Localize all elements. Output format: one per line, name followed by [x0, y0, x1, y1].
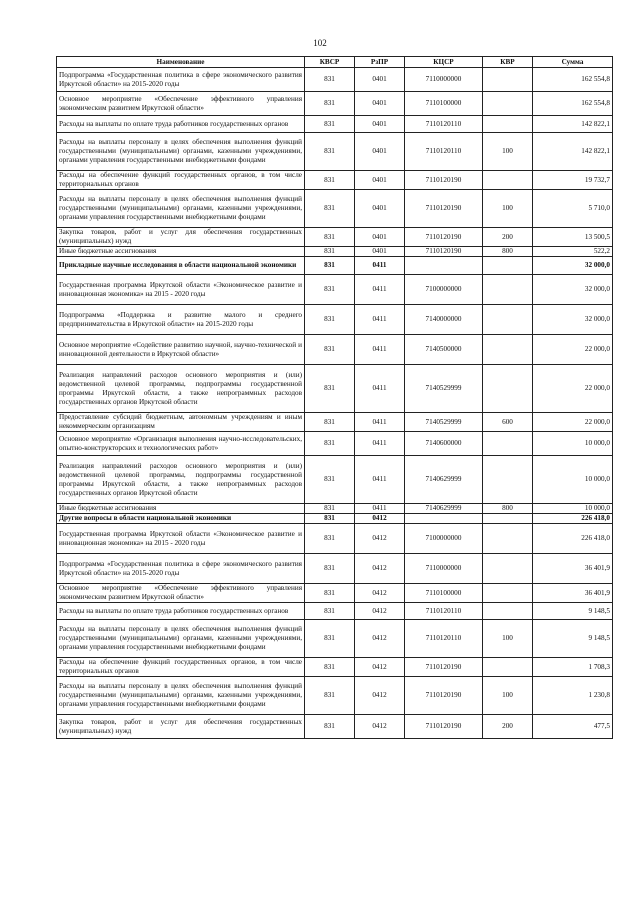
- cell-kcsr: 7140000000: [405, 305, 483, 335]
- table-row: [57, 305, 613, 335]
- cell-name: Расходы на обеспечение функций государственных органов, в том числе территориальных органов: [57, 658, 305, 677]
- cell-sum: 32 000,0: [533, 305, 613, 335]
- cell-kcsr: 7110120190: [405, 677, 483, 715]
- cell-sum: 162 554,8: [533, 92, 613, 116]
- cell-rzpr: 0401: [355, 190, 405, 228]
- table-row: [57, 677, 613, 715]
- cell-sum: 1 708,3: [533, 658, 613, 677]
- cell-kcsr: [405, 514, 483, 524]
- cell-kcsr: 7110120190: [405, 658, 483, 677]
- table-row: [57, 584, 613, 603]
- cell-sum: 36 401,9: [533, 584, 613, 603]
- cell-kvr: [483, 514, 533, 524]
- table-row: [57, 658, 613, 677]
- cell-kvsr: 831: [305, 92, 355, 116]
- column-header-sum: Сумма: [533, 57, 613, 68]
- column-header-name: Наименование: [57, 57, 305, 68]
- cell-sum: 522,2: [533, 247, 613, 257]
- cell-kcsr: 7140629999: [405, 504, 483, 514]
- cell-sum: 10 000,0: [533, 456, 613, 504]
- cell-kvsr: 831: [305, 524, 355, 554]
- cell-name: Основное мероприятие «Обеспечение эффективного управления экономическим развитием Иркутской области»: [57, 584, 305, 603]
- table-row: [57, 620, 613, 658]
- table-row: [57, 524, 613, 554]
- cell-kvsr: 831: [305, 228, 355, 247]
- cell-kvsr: 831: [305, 257, 355, 275]
- cell-name: Подпрограмма «Государственная политика в сфере экономического развития Иркутской области» на 2015-2020 годы: [57, 68, 305, 92]
- cell-kvr: [483, 603, 533, 620]
- cell-kcsr: 7110120190: [405, 247, 483, 257]
- cell-sum: 36 401,9: [533, 554, 613, 584]
- cell-kvr: [483, 116, 533, 133]
- cell-name: Расходы на выплаты персоналу в целях обеспечения выполнения функций государственными (муниципальными) органами, казенными учреждениями, органами управления государственными внебюджетными фондами: [57, 190, 305, 228]
- cell-sum: 226 418,0: [533, 514, 613, 524]
- cell-kcsr: 7140600000: [405, 432, 483, 456]
- cell-kcsr: [405, 257, 483, 275]
- budget-table: [56, 56, 613, 739]
- cell-name: Расходы на выплаты персоналу в целях обеспечения выполнения функций государственными (муниципальными) органами, казенными учреждениями, органами управления государственными внебюджетными фондами: [57, 133, 305, 171]
- cell-name: Подпрограмма «Поддержка и развитие малого и среднего предпринимательства в Иркутской области» на 2015-2020 годы: [57, 305, 305, 335]
- cell-rzpr: 0412: [355, 524, 405, 554]
- table-row: [57, 228, 613, 247]
- table-row: [57, 504, 613, 514]
- cell-kvsr: 831: [305, 335, 355, 365]
- cell-kvr: [483, 554, 533, 584]
- cell-sum: 22 000,0: [533, 335, 613, 365]
- cell-kvr: [483, 275, 533, 305]
- table-row: [57, 92, 613, 116]
- table-row: [57, 257, 613, 275]
- cell-name: Другие вопросы в области национальной экономики: [57, 514, 305, 524]
- cell-sum: 22 000,0: [533, 413, 613, 432]
- cell-name: Реализация направлений расходов основного мероприятия и (или) ведомственной целевой программы, подпрограммы государственной программы Иркутской области, а также непрограммных расходов государственных органов Иркутской области: [57, 365, 305, 413]
- cell-kvr: [483, 305, 533, 335]
- cell-rzpr: 0412: [355, 514, 405, 524]
- cell-kvr: [483, 456, 533, 504]
- table-row: [57, 171, 613, 190]
- cell-kvr: 800: [483, 247, 533, 257]
- cell-sum: 22 000,0: [533, 365, 613, 413]
- cell-sum: 142 822,1: [533, 116, 613, 133]
- table-row: [57, 554, 613, 584]
- cell-kvr: 100: [483, 133, 533, 171]
- cell-kvsr: 831: [305, 133, 355, 171]
- cell-kvsr: 831: [305, 514, 355, 524]
- cell-kvr: [483, 658, 533, 677]
- cell-rzpr: 0412: [355, 620, 405, 658]
- cell-sum: 142 822,1: [533, 133, 613, 171]
- cell-kvsr: 831: [305, 68, 355, 92]
- cell-rzpr: 0401: [355, 228, 405, 247]
- column-header-kcsr: КЦСР: [405, 57, 483, 68]
- table-row: [57, 365, 613, 413]
- cell-rzpr: 0401: [355, 133, 405, 171]
- cell-kcsr: 7100000000: [405, 524, 483, 554]
- column-header-kvsr: КВСР: [305, 57, 355, 68]
- cell-sum: 226 418,0: [533, 524, 613, 554]
- cell-kcsr: 7110100000: [405, 92, 483, 116]
- cell-kcsr: 7140500000: [405, 335, 483, 365]
- cell-rzpr: 0411: [355, 257, 405, 275]
- cell-rzpr: 0401: [355, 171, 405, 190]
- cell-kvsr: 831: [305, 432, 355, 456]
- table-row: [57, 715, 613, 739]
- cell-kcsr: 7110120190: [405, 190, 483, 228]
- cell-kcsr: 7110120110: [405, 133, 483, 171]
- cell-name: Государственная программа Иркутской области «Экономическое развитие и инновационная экономика» на 2015 - 2020 годы: [57, 275, 305, 305]
- table-row: [57, 603, 613, 620]
- cell-name: Основное мероприятие «Обеспечение эффективного управления экономическим развитием Иркутской области»: [57, 92, 305, 116]
- cell-rzpr: 0411: [355, 365, 405, 413]
- cell-sum: 9 148,5: [533, 620, 613, 658]
- cell-kvr: [483, 257, 533, 275]
- cell-kvr: [483, 432, 533, 456]
- page-number: 102: [313, 38, 327, 48]
- cell-sum: 477,5: [533, 715, 613, 739]
- cell-rzpr: 0411: [355, 413, 405, 432]
- cell-name: Расходы на обеспечение функций государственных органов, в том числе территориальных органов: [57, 171, 305, 190]
- cell-kvsr: 831: [305, 365, 355, 413]
- cell-kvsr: 831: [305, 275, 355, 305]
- cell-rzpr: 0401: [355, 68, 405, 92]
- cell-rzpr: 0411: [355, 456, 405, 504]
- cell-name: Расходы на выплаты по оплате труда работников государственных органов: [57, 603, 305, 620]
- cell-name: Предоставление субсидий бюджетным, автономным учреждениям и иным некоммерческим организациям: [57, 413, 305, 432]
- cell-kvr: [483, 171, 533, 190]
- cell-name: Иные бюджетные ассигнования: [57, 504, 305, 514]
- cell-kcsr: 7110100000: [405, 584, 483, 603]
- cell-kvr: 200: [483, 715, 533, 739]
- cell-kvsr: 831: [305, 456, 355, 504]
- table-row: [57, 190, 613, 228]
- cell-kcsr: 7110000000: [405, 68, 483, 92]
- cell-kvr: [483, 365, 533, 413]
- cell-sum: 162 554,8: [533, 68, 613, 92]
- cell-rzpr: 0401: [355, 92, 405, 116]
- cell-kvsr: 831: [305, 305, 355, 335]
- cell-rzpr: 0411: [355, 432, 405, 456]
- cell-kvsr: 831: [305, 715, 355, 739]
- cell-name: Подпрограмма «Государственная политика в сфере экономического развития Иркутской области» на 2015-2020 годы: [57, 554, 305, 584]
- cell-name: Реализация направлений расходов основного мероприятия и (или) ведомственной целевой программы, подпрограммы государственной программы Иркутской области, а также непрограммных расходов государственных органов Иркутской области: [57, 456, 305, 504]
- cell-kvsr: 831: [305, 584, 355, 603]
- cell-rzpr: 0412: [355, 584, 405, 603]
- cell-sum: 32 000,0: [533, 275, 613, 305]
- cell-name: Основное мероприятие «Содействие развитию научной, научно-технической и инновационной деятельности в Иркутской области»: [57, 335, 305, 365]
- table-row: [57, 133, 613, 171]
- header-row: [57, 57, 613, 68]
- cell-kcsr: 7110120110: [405, 603, 483, 620]
- cell-kcsr: 7110120190: [405, 228, 483, 247]
- cell-kvsr: 831: [305, 190, 355, 228]
- cell-name: Основное мероприятие «Организация выполнения научно-исследовательских, опытно-конструкторских и технологических работ»: [57, 432, 305, 456]
- cell-rzpr: 0412: [355, 554, 405, 584]
- table-row: [57, 247, 613, 257]
- cell-name: Расходы на выплаты персоналу в целях обеспечения выполнения функций государственными (муниципальными) органами, казенными учреждениями, органами управления государственными внебюджетными фондами: [57, 677, 305, 715]
- cell-rzpr: 0411: [355, 305, 405, 335]
- cell-kvr: 800: [483, 504, 533, 514]
- cell-name: Иные бюджетные ассигнования: [57, 247, 305, 257]
- cell-kcsr: 7140629999: [405, 456, 483, 504]
- cell-kvr: 200: [483, 228, 533, 247]
- cell-kvsr: 831: [305, 620, 355, 658]
- cell-rzpr: 0411: [355, 335, 405, 365]
- cell-kvr: 100: [483, 620, 533, 658]
- cell-kvsr: 831: [305, 677, 355, 715]
- cell-name: Закупка товаров, работ и услуг для обеспечения государственных (муниципальных) нужд: [57, 228, 305, 247]
- cell-kvsr: 831: [305, 554, 355, 584]
- cell-sum: 13 500,5: [533, 228, 613, 247]
- cell-kcsr: 7110120190: [405, 171, 483, 190]
- cell-name: Расходы на выплаты персоналу в целях обеспечения выполнения функций государственными (муниципальными) органами, казенными учреждениями, органами управления государственными внебюджетными фондами: [57, 620, 305, 658]
- cell-sum: 32 000,0: [533, 257, 613, 275]
- cell-name: Расходы на выплаты по оплате труда работников государственных органов: [57, 116, 305, 133]
- table-row: [57, 335, 613, 365]
- column-header-rzpr: РзПР: [355, 57, 405, 68]
- cell-sum: 10 000,0: [533, 432, 613, 456]
- cell-name: Прикладные научные исследования в области национальной экономики: [57, 257, 305, 275]
- table-row: [57, 413, 613, 432]
- cell-sum: 10 000,0: [533, 504, 613, 514]
- cell-kvr: [483, 92, 533, 116]
- cell-kvr: [483, 335, 533, 365]
- table-row: [57, 275, 613, 305]
- cell-rzpr: 0412: [355, 677, 405, 715]
- cell-rzpr: 0411: [355, 275, 405, 305]
- cell-kvr: [483, 584, 533, 603]
- cell-rzpr: 0412: [355, 658, 405, 677]
- cell-kvr: 100: [483, 677, 533, 715]
- cell-kcsr: 7140529999: [405, 413, 483, 432]
- cell-kcsr: 7140529999: [405, 365, 483, 413]
- cell-name: Закупка товаров, работ и услуг для обеспечения государственных (муниципальных) нужд: [57, 715, 305, 739]
- cell-kvsr: 831: [305, 504, 355, 514]
- cell-sum: 9 148,5: [533, 603, 613, 620]
- cell-kvr: [483, 524, 533, 554]
- cell-kvr: 100: [483, 190, 533, 228]
- table-row: [57, 432, 613, 456]
- table-row: [57, 456, 613, 504]
- cell-kvsr: 831: [305, 116, 355, 133]
- cell-kcsr: 7100000000: [405, 275, 483, 305]
- cell-rzpr: 0412: [355, 715, 405, 739]
- table-row: [57, 68, 613, 92]
- cell-sum: 1 230,8: [533, 677, 613, 715]
- table-row: [57, 514, 613, 524]
- cell-kcsr: 7110000000: [405, 554, 483, 584]
- cell-kvsr: 831: [305, 413, 355, 432]
- column-header-kvr: КВР: [483, 57, 533, 68]
- cell-kvsr: 831: [305, 247, 355, 257]
- cell-name: Государственная программа Иркутской области «Экономическое развитие и инновационная экономика» на 2015 - 2020 годы: [57, 524, 305, 554]
- cell-sum: 5 710,0: [533, 190, 613, 228]
- cell-rzpr: 0411: [355, 504, 405, 514]
- cell-rzpr: 0401: [355, 116, 405, 133]
- cell-kcsr: 7110120110: [405, 620, 483, 658]
- cell-kvsr: 831: [305, 658, 355, 677]
- cell-sum: 19 732,7: [533, 171, 613, 190]
- cell-kcsr: 7110120190: [405, 715, 483, 739]
- cell-kvsr: 831: [305, 171, 355, 190]
- table-row: [57, 116, 613, 133]
- cell-kvsr: 831: [305, 603, 355, 620]
- cell-kvr: [483, 68, 533, 92]
- cell-rzpr: 0412: [355, 603, 405, 620]
- cell-rzpr: 0401: [355, 247, 405, 257]
- cell-kvr: 600: [483, 413, 533, 432]
- cell-kcsr: 7110120110: [405, 116, 483, 133]
